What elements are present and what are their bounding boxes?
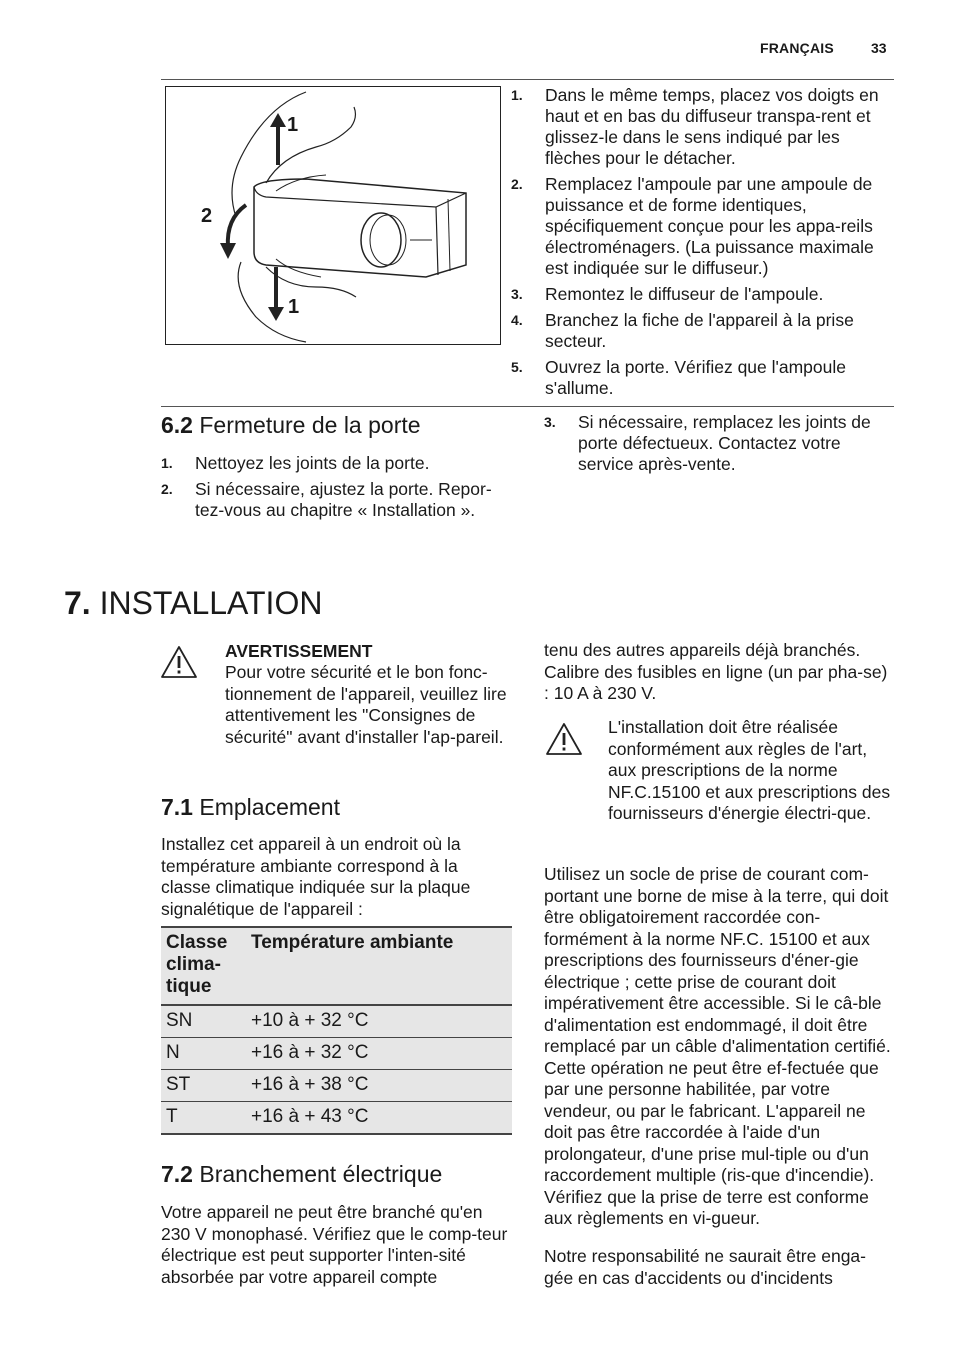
lamp-diffuser-figure bbox=[165, 86, 501, 345]
section-7-2-text-left: Votre appareil ne peut être branché qu'en 230 V monophasé. Vérifiez que le comp-teur électrique est peut supporter l'inten-sité absorbée par votre appareil compte bbox=[161, 1202, 508, 1287]
diffuser-illustration bbox=[166, 87, 500, 344]
caution-text: L'installation doit être réalisée conformément aux règles de l'art, aux prescriptions de la norme NF.C.15100 et aux prescriptions des fournisseurs d'énergie électri-que. bbox=[608, 717, 891, 823]
table-row: N +16 à + 32 °C bbox=[161, 1038, 512, 1070]
warning-triangle-icon bbox=[545, 722, 583, 761]
warning-block bbox=[225, 641, 515, 748]
section-7-1-heading: 7.1 Emplacement bbox=[161, 794, 340, 820]
chapter-heading: 7. INSTALLATION bbox=[64, 585, 323, 621]
door-steps-list bbox=[161, 453, 516, 526]
list-item: 4. Branchez la fiche de l'appareil à la prise secteur. bbox=[511, 310, 854, 351]
section-7-2-text-right-top: tenu des autres appareils déjà branchés. Calibre des fusibles en ligne (un par pha-se) : 10 A à 230 V. bbox=[544, 640, 888, 703]
header-rule bbox=[161, 79, 894, 80]
lamp-steps-list bbox=[511, 85, 886, 404]
list-item: 5. Ouvrez la porte. Vérifiez que l'ampoule s'allume. bbox=[511, 357, 846, 398]
table-header-row bbox=[161, 927, 512, 1005]
figure-label-2: 2 bbox=[201, 205, 213, 227]
warning-title: AVERTISSEMENT bbox=[225, 641, 373, 661]
list-item: 2. Si nécessaire, ajustez la porte. Repor-tez-vous au chapitre « Installation ». bbox=[161, 479, 492, 520]
page-number: 33 bbox=[871, 40, 887, 56]
figure-label-1-bottom: 1 bbox=[288, 296, 300, 318]
table-row: T +16 à + 43 °C bbox=[161, 1102, 512, 1135]
page-language: FRANÇAIS bbox=[760, 40, 834, 56]
section-7-2-text-right-last: Notre responsabilité ne saurait être enga-gée en cas d'accidents ou d'incidents bbox=[544, 1246, 866, 1288]
section-7-1-text: Installez cet appareil à un endroit où la température ambiante correspond à la classe climatique indiquée sur la plaque signalétique de l'appareil : bbox=[161, 834, 471, 919]
table-header-class: Classe clima-tique bbox=[161, 927, 246, 1005]
climate-class-table bbox=[161, 926, 512, 1135]
list-item: 2. Remplacez l'ampoule par une ampoule de puissance et de forme identiques, spécifiquement conçue pour les appa-reils électroménagers. (La puissance maximale est indiquée sur le diffuseur.) bbox=[511, 174, 874, 278]
section-7-2-text-right-bottom: Utilisez un socle de prise de courant com-portant une borne de mise à la terre, qui doit être obligatoirement raccordée con-formément à la norme NF.C. 15100 et aux prescriptions des fournisseurs d'éner-gie électrique ; cette prise de courant doit impérativement être accessible. Si le câ-ble d'alimentation est endommagé, il doit être remplacé par un câble d'alimentation certifié. Cette opération ne peut être ef-fectuée que par une personne habilitée, par votre vendeur, ou par le fabricant. L'appareil ne doit pas être raccordée à l'aide d'un prolongateur, d'une prise mul-tiple ou d'un raccordement multiple (ris-que d'incendie). Vérifiez que la prise de terre est conforme aux règlements en vi-gueur. bbox=[544, 864, 891, 1228]
list-item: 3. Remontez le diffuseur de l'ampoule. bbox=[511, 284, 824, 304]
warning-text: Pour votre sécurité et le bon fonc-tionnement de l'appareil, veuillez lire attentivement les "Consignes de sécurité" avant d'installer l'ap-pareil. bbox=[225, 662, 507, 747]
list-item: 3. Si nécessaire, remplacez les joints de porte défectueux. Contactez votre service après-vente. bbox=[544, 412, 871, 474]
list-item: 1. Dans le même temps, placez vos doigts en haut et en bas du diffuseur transpa-rent et glissez-le dans le sens indiqué par les flèches pour le détacher. bbox=[511, 85, 879, 168]
warning-triangle-icon bbox=[160, 645, 198, 684]
section-6-2-heading: 6.2 Fermeture de la porte bbox=[161, 412, 421, 438]
figure-label-1-top: 1 bbox=[287, 114, 299, 136]
table-row: ST +16 à + 38 °C bbox=[161, 1070, 512, 1102]
section-rule bbox=[161, 406, 894, 407]
door-steps-list-continued bbox=[544, 412, 894, 480]
section-7-2-heading: 7.2 Branchement électrique bbox=[161, 1161, 443, 1187]
table-row: SN +10 à + 32 °C bbox=[161, 1005, 512, 1038]
table-header-temperature: Température ambiante bbox=[246, 927, 512, 1005]
list-item: 1. Nettoyez les joints de la porte. bbox=[161, 453, 430, 473]
